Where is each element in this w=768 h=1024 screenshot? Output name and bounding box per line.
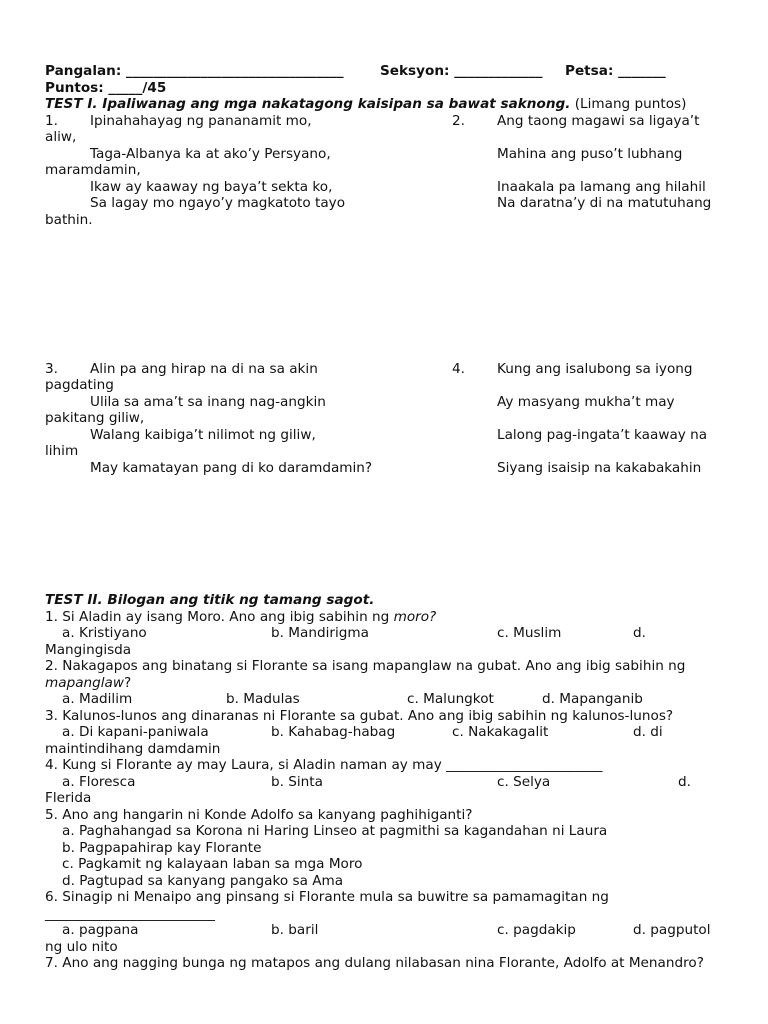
stanza-3-line: Ulila sa ama’t sa inang nag-angkin — [90, 394, 326, 410]
stanza-1-line: maramdamin, — [45, 162, 141, 178]
stanza-4-line: Siyang isaisip na kakabakahin — [497, 460, 702, 476]
choice-1a[interactable]: a. Kristiyano — [62, 625, 147, 641]
question-2-term: mapanglaw — [45, 675, 125, 691]
stanza-1-line: bathin. — [45, 212, 93, 228]
choice-3d-cont: maintindihang damdamin — [45, 741, 221, 757]
question-1-term: moro? — [393, 609, 437, 625]
stanza-2-line: Na daratna’y di na matutuhang — [497, 195, 712, 211]
stanza-1-line: Ipinahahayag ng pananamit mo, — [90, 113, 312, 129]
stanza-3-line: pagdating — [45, 377, 114, 393]
date-field[interactable]: Petsa: _______ — [565, 63, 666, 79]
choice-2a[interactable]: a. Madilim — [62, 691, 133, 707]
choice-4a[interactable]: a. Floresca — [62, 774, 136, 790]
question-5-text: 5. Ano ang hangarin ni Konde Adolfo sa kanyang paghihiganti? — [45, 807, 473, 823]
stanza-3-line: pakitang giliw, — [45, 410, 145, 426]
choice-3d[interactable]: d. di — [633, 724, 663, 740]
choice-5b[interactable]: b. Pagpapahirap kay Florante — [62, 840, 262, 856]
stanza-1-line: Ikaw ay kaaway ng baya’t sekta ko, — [90, 179, 333, 195]
stanza-1-line: aliw, — [45, 129, 77, 145]
question-3-text: 3. Kalunos-lunos ang dinaranas ni Florante sa gubat. Ano ang ibig sabihin ng kalunos-lunos? — [45, 708, 674, 724]
stanza-2-line: Mahina ang puso’t lubhang — [497, 146, 683, 162]
choice-1d[interactable]: d. — [633, 625, 646, 641]
stanza-2-number: 2. — [452, 113, 465, 129]
stanza-1-line: Sa lagay mo ngayo’y magkatoto tayo — [90, 195, 346, 211]
question-1-text: 1. Si Aladin ay isang Moro. Ano ang ibig sabihin ng — [45, 609, 390, 625]
score-field[interactable]: Puntos: _____/45 — [45, 80, 167, 96]
choice-6c[interactable]: c. pagdakip — [497, 922, 576, 938]
choice-6d-cont: ng ulo nito — [45, 939, 118, 955]
stanza-4-line: Kung ang isalubong sa iyong — [497, 361, 693, 377]
choice-3a[interactable]: a. Di kapani-paniwala — [62, 724, 209, 740]
stanza-1-line: Taga-Albanya ka at ako’y Persyano, — [90, 146, 331, 162]
test1-title: TEST I. Ipaliwanag ang mga nakatagong kaisipan sa bawat saknong. — [45, 96, 571, 112]
choice-5c[interactable]: c. Pagkamit ng kalayaan laban sa mga Moro — [62, 856, 363, 872]
test1-points: (Limang puntos) — [574, 96, 687, 112]
choice-1d-cont: Mangingisda — [45, 642, 132, 658]
choice-2b[interactable]: b. Madulas — [226, 691, 300, 707]
section-field[interactable]: Seksyon: _____________ — [380, 63, 543, 79]
question-7-text: 7. Ano ang nagging bunga ng matapos ang dulang nilabasan nina Florante, Adolfo at Menandro? — [45, 955, 704, 971]
question-1 — [45, 609, 436, 626]
choice-2d[interactable]: d. Mapanganib — [542, 691, 643, 707]
stanza-4-number: 4. — [452, 361, 465, 377]
choice-3b[interactable]: b. Kahabag-habag — [271, 724, 396, 740]
stanza-2-line: Ang taong magawi sa ligaya’t — [497, 113, 700, 129]
question-2-term-line — [45, 675, 131, 692]
question-4-text: 4. Kung si Florante ay may Laura, si Aladin naman ay may _______________________ — [45, 757, 603, 773]
choice-6d[interactable]: d. pagputol — [633, 922, 711, 938]
stanza-4-line: Ay masyang mukha’t may — [497, 394, 675, 410]
question-2-text: 2. Nakagapos ang binatang si Florante sa isang mapanglaw na gubat. Ano ang ibig sabihin ng — [45, 658, 686, 674]
choice-4d[interactable]: d. — [678, 774, 691, 790]
choice-6b[interactable]: b. baril — [271, 922, 319, 938]
question-6-blank[interactable]: _________________________ — [45, 906, 215, 922]
stanza-4-line: Lalong pag-ingata’t kaaway na — [497, 427, 708, 443]
choice-1c[interactable]: c. Muslim — [497, 625, 562, 641]
stanza-1-number: 1. — [45, 113, 58, 129]
choice-3c[interactable]: c. Nakakagalit — [452, 724, 549, 740]
question-6-text: 6. Sinagip ni Menaipo ang pinsang si Florante mula sa buwitre sa pamamagitan ng — [45, 889, 609, 905]
choice-2c[interactable]: c. Malungkot — [407, 691, 494, 707]
test2-title: TEST II. Bilogan ang titik ng tamang sagot. — [45, 592, 375, 608]
test1-heading — [45, 96, 686, 113]
choice-4c[interactable]: c. Selya — [497, 774, 551, 790]
question-2-mark: ? — [124, 675, 132, 691]
stanza-3-line: lihim — [45, 443, 79, 459]
stanza-3-line: Walang kaibiga’t nilimot ng giliw, — [90, 427, 316, 443]
name-field[interactable]: Pangalan: ________________________________ — [45, 63, 344, 79]
choice-6a[interactable]: a. pagpana — [62, 922, 139, 938]
choice-5a[interactable]: a. Paghahangad sa Korona ni Haring Linseo at pagmithi sa kagandahan ni Laura — [62, 823, 608, 839]
choice-4d-cont: Flerida — [45, 790, 92, 806]
stanza-3-line: May kamatayan pang di ko daramdamin? — [90, 460, 373, 476]
choice-1b[interactable]: b. Mandirigma — [271, 625, 369, 641]
stanza-3-number: 3. — [45, 361, 58, 377]
stanza-3-line: Alin pa ang hirap na di na sa akin — [90, 361, 318, 377]
stanza-2-line: Inaakala pa lamang ang hilahil — [497, 179, 706, 195]
choice-4b[interactable]: b. Sinta — [271, 774, 323, 790]
choice-5d[interactable]: d. Pagtupad sa kanyang pangako sa Ama — [62, 873, 344, 889]
